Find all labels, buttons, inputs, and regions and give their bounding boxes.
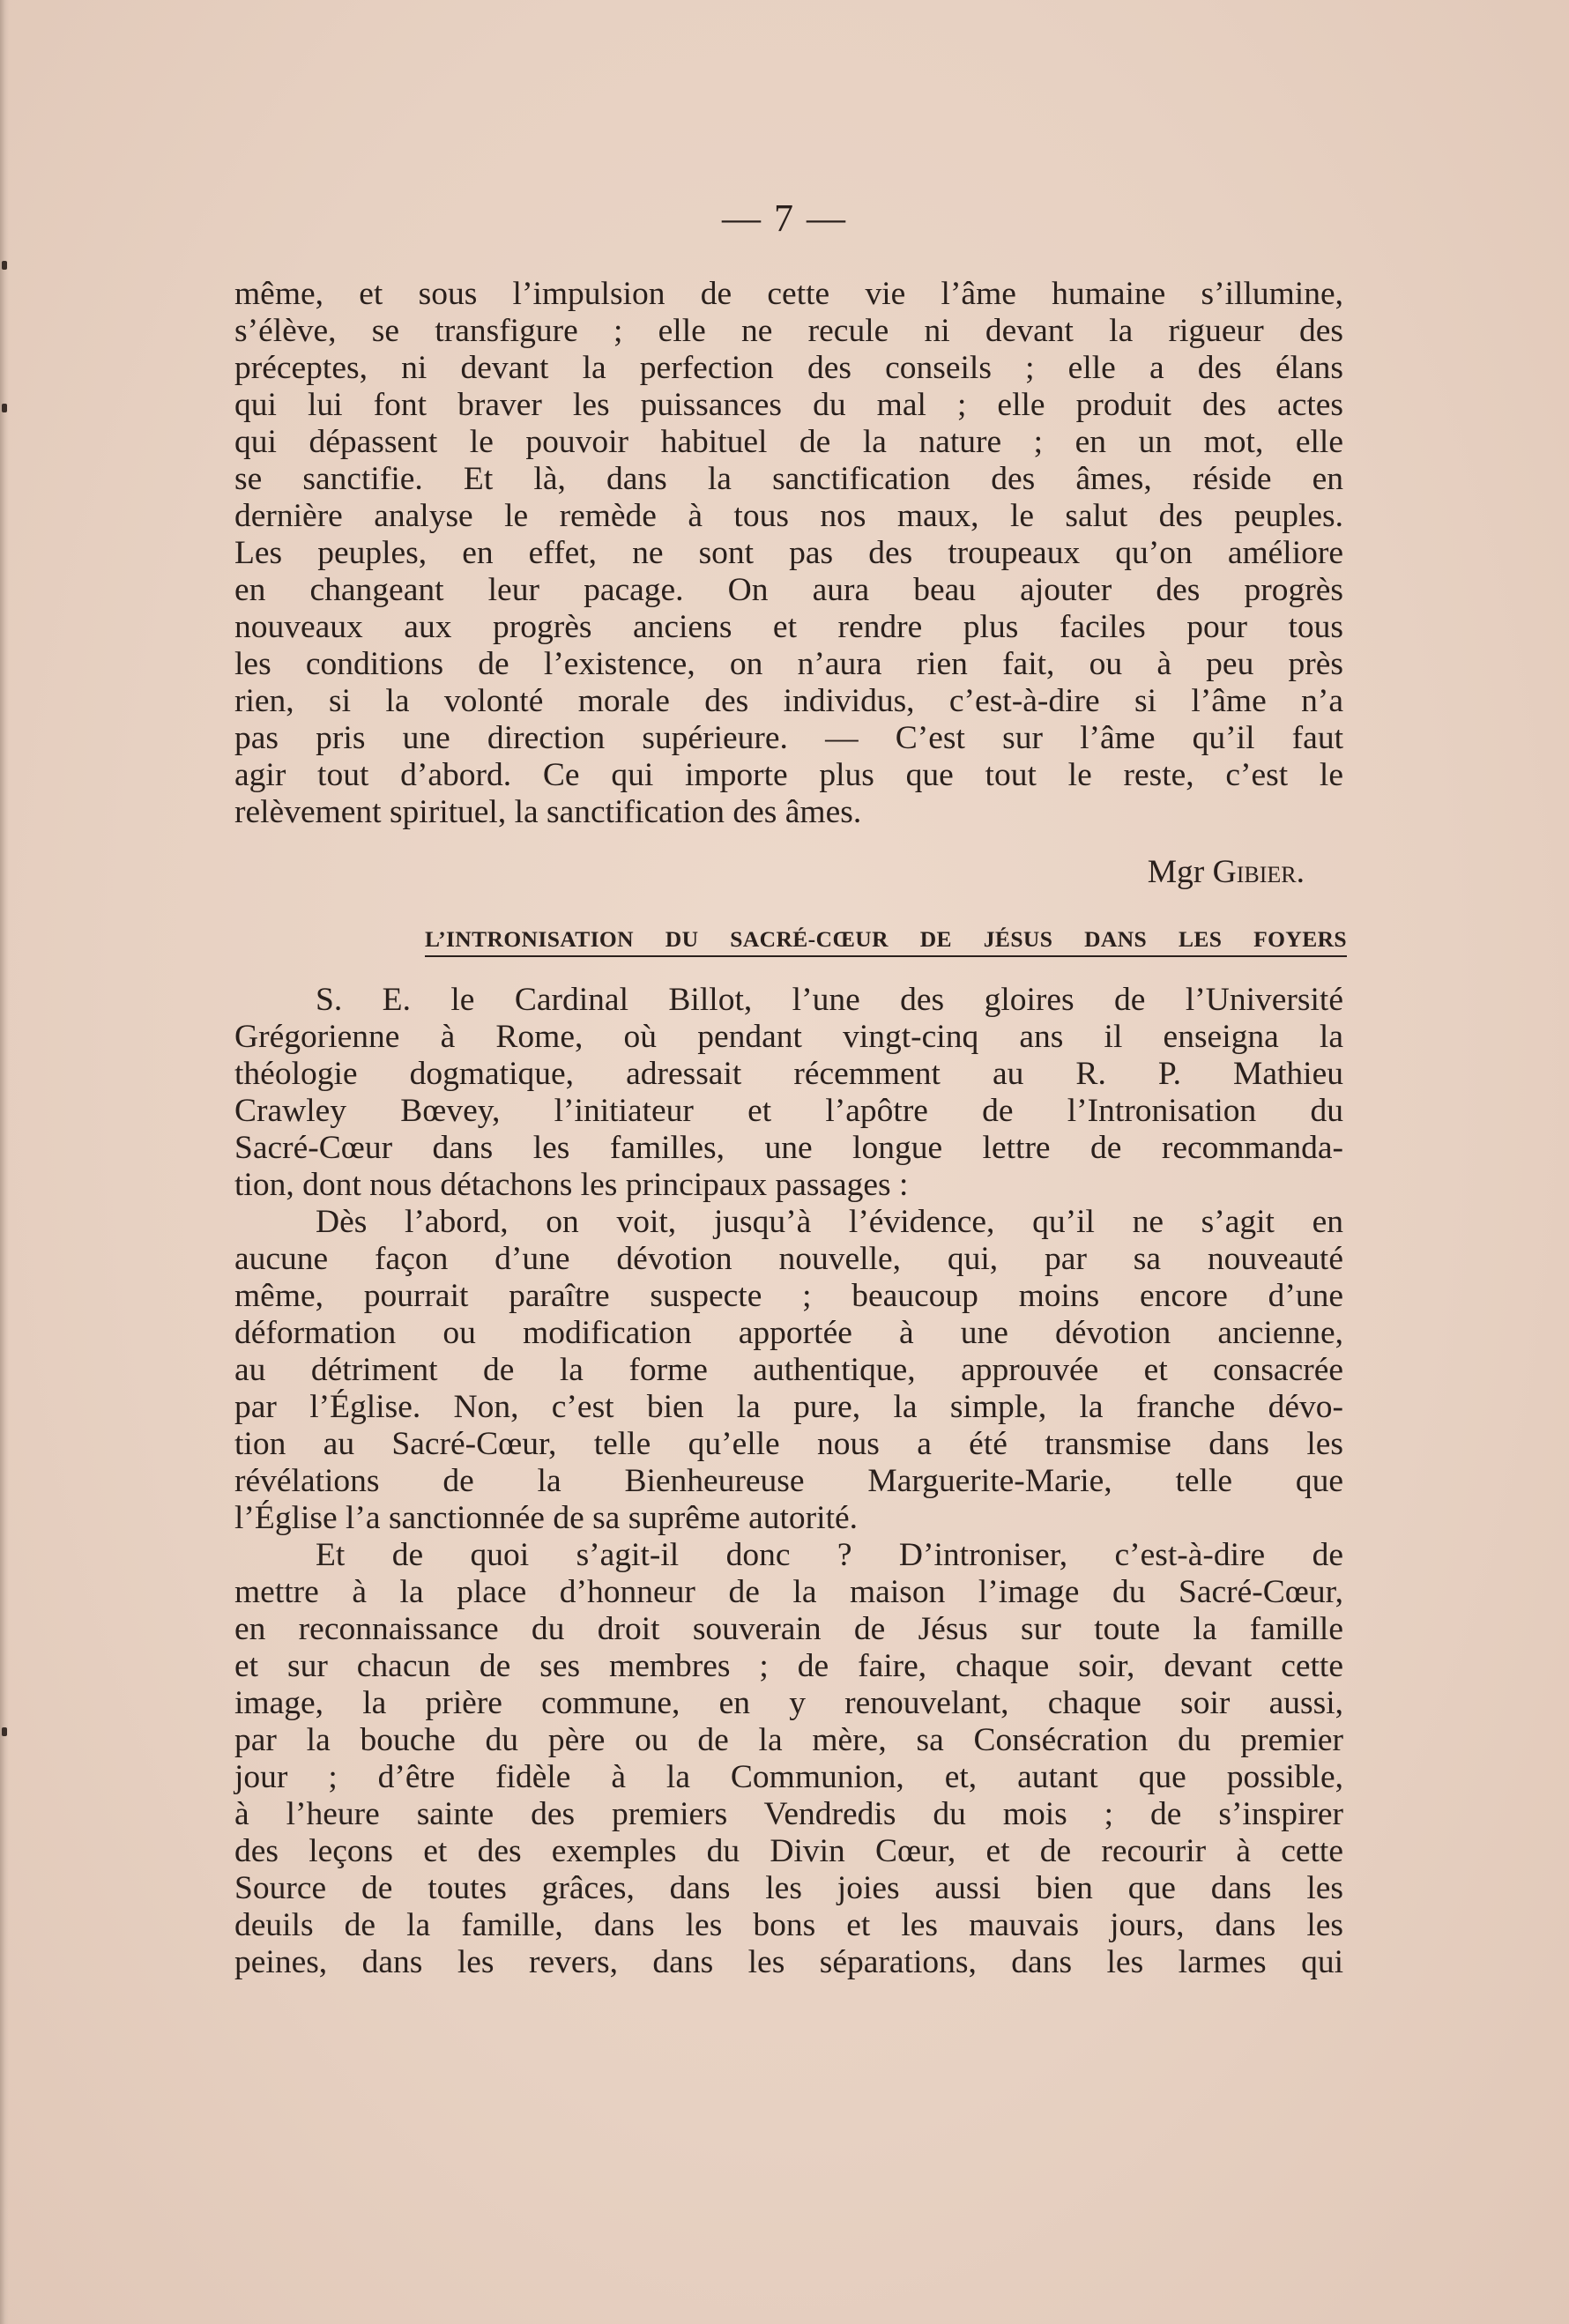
text-line: S. E. le Cardinal Billot, l’une des gloires de l’Université xyxy=(316,982,1343,1018)
signature-title: Mgr xyxy=(1147,854,1213,890)
text-line: deuils de la famille, dans les bons et les mauvais jours, dans les xyxy=(234,1907,1343,1943)
section-heading: L’INTRONISATION DU SACRÉ-CŒUR DE JÉSUS DANS LES FOYERS xyxy=(425,925,1347,957)
text-line: par l’Église. Non, c’est bien la pure, la simple, la franche dévo- xyxy=(234,1389,1343,1425)
text-line: théologie dogmatique, adressait récemment au R. P. Mathieu xyxy=(234,1056,1343,1092)
text-line: tion, dont nous détachons les principaux passages : xyxy=(234,1167,909,1203)
text-line: préceptes, ni devant la perfection des conseils ; elle a des élans xyxy=(234,350,1343,386)
page-number: — 7 — xyxy=(722,197,847,240)
text-line: qui lui font braver les puissances du mal ; elle produit des actes xyxy=(234,387,1343,423)
text-line: même, et sous l’impulsion de cette vie l’âme humaine s’illumine, xyxy=(234,276,1343,312)
paragraph-intro xyxy=(234,982,1343,1204)
text-line: image, la prière commune, en y renouvelant, chaque soir aussi, xyxy=(234,1685,1343,1721)
text-line: jour ; d’être fidèle à la Communion, et, autant que possible, xyxy=(234,1759,1343,1795)
signature xyxy=(970,854,1305,891)
text-line: Dès l’abord, on voit, jusqu’à l’évidence, qu’il ne s’agit en xyxy=(316,1204,1343,1240)
text-line: peines, dans les revers, dans les séparations, dans les larmes qui xyxy=(234,1944,1343,1980)
text-line: nouveaux aux progrès anciens et rendre plus faciles pour tous xyxy=(234,609,1343,645)
text-line: pas pris une direction supérieure. — C’est sur l’âme qu’il faut xyxy=(234,720,1343,756)
text-line: dernière analyse le remède à tous nos maux, le salut des peuples. xyxy=(234,498,1343,534)
text-line: déformation ou modification apportée à une dévotion ancienne, xyxy=(234,1315,1343,1351)
binding-mark xyxy=(2,404,7,412)
text-line: à l’heure sainte des premiers Vendredis du mois ; de s’inspirer xyxy=(234,1796,1343,1832)
text-line: relèvement spirituel, la sanctification des âmes. xyxy=(234,794,862,830)
binding-mark xyxy=(2,1727,7,1736)
text-line: au détriment de la forme authentique, approuvée et consacrée xyxy=(234,1352,1343,1388)
text-line: Les peuples, en effet, ne sont pas des troupeaux qu’on améliore xyxy=(234,535,1343,571)
text-line: agir tout d’abord. Ce qui importe plus que tout le reste, c’est le xyxy=(234,757,1343,793)
text-line: en reconnaissance du droit souverain de Jésus sur toute la famille xyxy=(234,1611,1343,1647)
text-line: qui dépassent le pouvoir habituel de la nature ; en un mot, elle xyxy=(234,424,1343,460)
binding-mark xyxy=(2,261,7,270)
text-line: tion au Sacré-Cœur, telle qu’elle nous a été transmise dans les xyxy=(234,1426,1343,1462)
signature-name: Gibier. xyxy=(1212,854,1305,890)
text-line: s’élève, se transfigure ; elle ne recule ni devant la rigueur des xyxy=(234,313,1343,349)
text-line: et sur chacun de ses membres ; de faire, chaque soir, devant cette xyxy=(234,1648,1343,1684)
text-line: Et de quoi s’agit-il donc ? D’introniser, c’est-à-dire de xyxy=(316,1537,1343,1573)
text-line: se sanctifie. Et là, dans la sanctification des âmes, réside en xyxy=(234,461,1343,497)
text-line: aucune façon d’une dévotion nouvelle, qui, par sa nouveauté xyxy=(234,1241,1343,1277)
text-line: mettre à la place d’honneur de la maison l’image du Sacré-Cœur, xyxy=(234,1574,1343,1610)
text-line: l’Église l’a sanctionnée de sa suprême autorité. xyxy=(234,1500,859,1536)
text-line: même, pourrait paraître suspecte ; beaucoup moins encore d’une xyxy=(234,1278,1343,1314)
text-line: Crawley Bœvey, l’initiateur et l’apôtre de l’Intronisation du xyxy=(234,1093,1343,1129)
text-line: rien, si la volonté morale des individus, c’est-à-dire si l’âme n’a xyxy=(234,683,1343,719)
paragraph-quote-1 xyxy=(234,1204,1343,1537)
page-left-edge xyxy=(0,0,9,2324)
text-line: Sacré-Cœur dans les familles, une longue lettre de recommanda- xyxy=(234,1130,1343,1166)
text-line: en changeant leur pacage. On aura beau ajouter des progrès xyxy=(234,572,1343,608)
text-line: les conditions de l’existence, on n’aura rien fait, ou à peu près xyxy=(234,646,1343,682)
text-line: Source de toutes grâces, dans les joies aussi bien que dans les xyxy=(234,1870,1343,1906)
text-line: des leçons et des exemples du Divin Cœur, et de recourir à cette xyxy=(234,1833,1343,1869)
paragraph-continued xyxy=(234,276,1343,831)
text-line: Grégorienne à Rome, où pendant vingt-cinq ans il enseigna la xyxy=(234,1019,1343,1055)
paragraph-quote-2 xyxy=(234,1537,1343,1981)
text-line: révélations de la Bienheureuse Marguerite-Marie, telle que xyxy=(234,1463,1343,1499)
text-line: par la bouche du père ou de la mère, sa Consécration du premier xyxy=(234,1722,1343,1758)
